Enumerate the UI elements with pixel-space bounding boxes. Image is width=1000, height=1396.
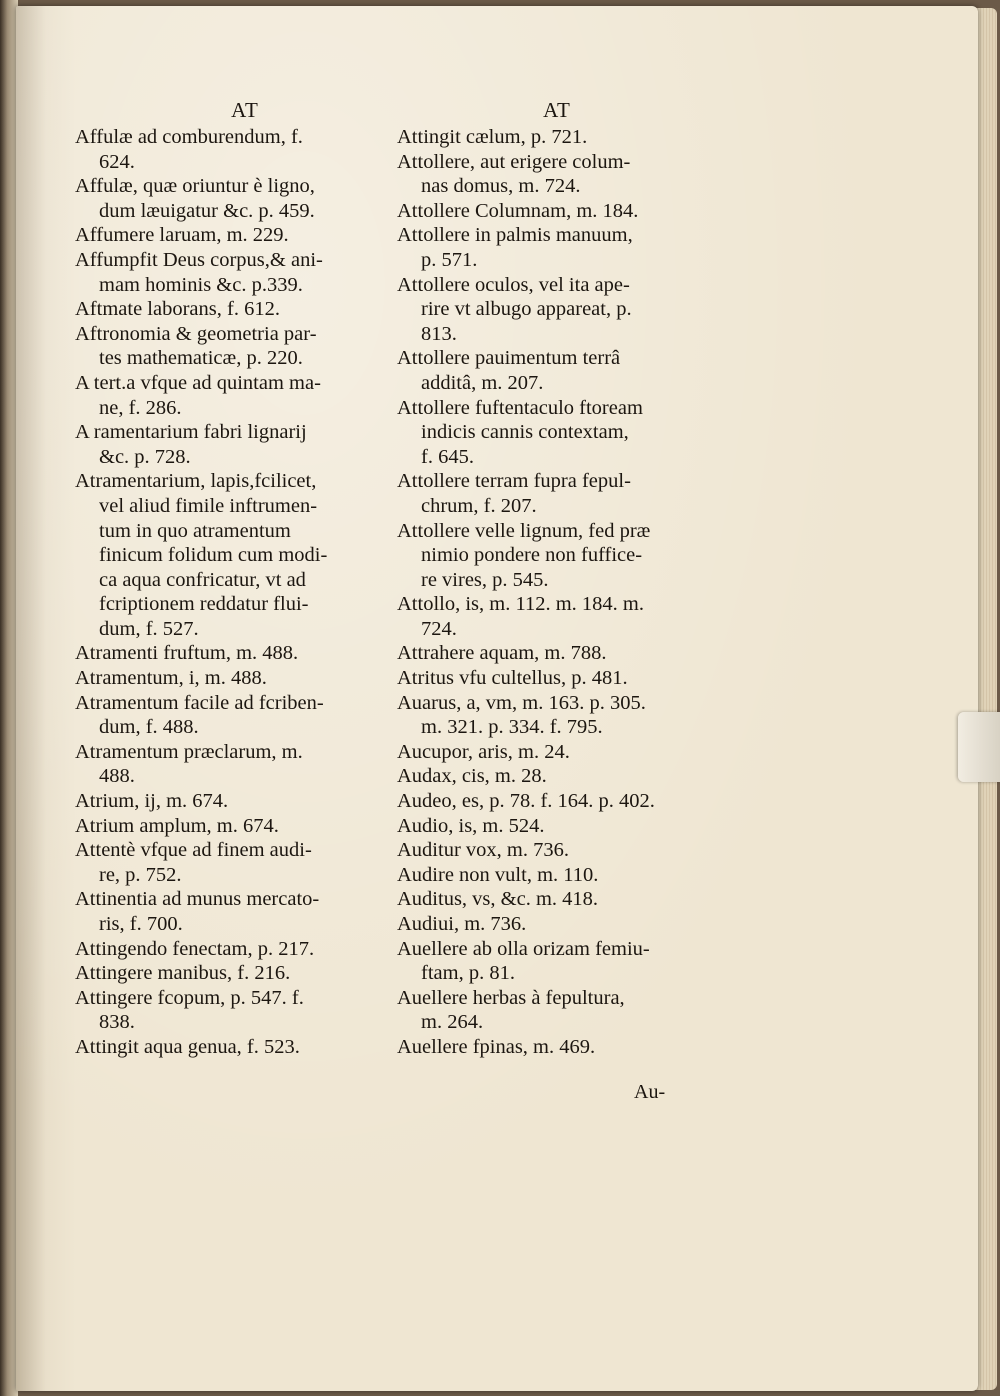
entry-headword-line: Attrahere aquam, m. 788. — [397, 642, 607, 665]
entry-continuation-line: 724. — [421, 617, 457, 640]
index-entry — [397, 469, 697, 518]
entry-headword-line: Atramenti fruftum, m. 488. — [75, 642, 299, 665]
entry-headword-line: Auditus, vs, &c. m. 418. — [397, 888, 599, 911]
entry-headword-line: Audire non vult, m. 110. — [397, 863, 599, 886]
entry-headword-line: Attingere fcopum, p. 547. f. — [75, 986, 304, 1009]
index-entry — [397, 125, 697, 150]
index-entry — [397, 863, 697, 888]
index-entry — [75, 986, 375, 1035]
entry-headword-line: Auellere ab olla orizam femiu- — [397, 937, 650, 960]
entry-headword-line: A tert.a vfque ad quintam ma- — [75, 371, 321, 394]
entry-headword-line: Attingit cælum, p. 721. — [397, 126, 588, 148]
index-entry — [75, 740, 375, 789]
index-entry — [75, 691, 375, 740]
index-entry — [75, 814, 375, 839]
index-entry — [75, 322, 375, 371]
entry-continuation-line: &c. p. 728. — [99, 445, 191, 468]
entry-headword-line: Auellere herbas à fepultura, — [397, 986, 625, 1009]
entry-headword-line: Attollere Columnam, m. 184. — [397, 199, 639, 222]
index-entry — [397, 838, 697, 863]
entry-headword-line: Attingere manibus, f. 216. — [75, 962, 291, 985]
entry-headword-line: Attollere, aut erigere colum- — [397, 150, 631, 173]
index-entry — [75, 420, 375, 469]
entry-headword-line: Attollere in palmis manuum, — [397, 224, 633, 247]
entry-headword-line: Audio, is, m. 524. — [397, 814, 545, 837]
index-entry — [397, 396, 697, 470]
index-entry — [397, 666, 697, 691]
entry-continuation-line: nas domus, m. 724. — [421, 175, 581, 198]
entry-headword-line: A ramentarium fabri lignarij — [75, 421, 307, 444]
entry-continuation-line: finicum folidum cum modi- — [99, 544, 328, 567]
entry-headword-line: Atrium, ij, m. 674. — [75, 790, 229, 813]
entry-headword-line: Affulæ, quæ oriuntur è ligno, — [75, 175, 315, 198]
index-entry — [75, 838, 375, 887]
right-column — [397, 98, 697, 1060]
index-entry — [75, 641, 375, 666]
index-tab — [958, 712, 1000, 782]
entry-headword-line: Atrium amplum, m. 674. — [75, 814, 279, 837]
index-entry — [397, 519, 697, 593]
entry-headword-line: Aucupor, aris, m. 24. — [397, 740, 570, 763]
index-entry — [397, 592, 697, 641]
entry-headword-line: Attingit aqua genua, f. 523. — [75, 1035, 300, 1058]
entry-continuation-line: 624. — [99, 150, 135, 173]
entry-continuation-line: 813. — [421, 322, 457, 345]
left-entries — [75, 125, 375, 1060]
left-column — [75, 98, 375, 1060]
entry-continuation-line: indicis cannis contextam, — [421, 421, 629, 444]
index-entry — [397, 641, 697, 666]
index-entry — [397, 740, 697, 765]
entry-continuation-line: ftam, p. 81. — [421, 962, 515, 985]
index-entry — [75, 297, 375, 322]
index-entry — [397, 199, 697, 224]
entry-headword-line: Audeo, es, p. 78. f. 164. p. 402. — [397, 790, 655, 813]
entry-continuation-line: re, p. 752. — [99, 863, 182, 886]
entry-headword-line: Aftronomia & geometria par- — [75, 322, 317, 345]
index-entry — [75, 887, 375, 936]
index-entry — [397, 887, 697, 912]
index-entry — [75, 125, 375, 174]
entry-continuation-line: dum, f. 527. — [99, 617, 199, 640]
index-entry — [75, 789, 375, 814]
entry-continuation-line: vel aliud fimile inftrumen- — [99, 494, 318, 517]
index-entry — [397, 150, 697, 199]
index-entry — [397, 814, 697, 839]
entry-headword-line: Attollere velle lignum, fed præ — [397, 519, 651, 542]
right-entries — [397, 125, 697, 1060]
entry-headword-line: Attinentia ad munus mercato- — [75, 888, 320, 911]
entry-continuation-line: nimio pondere non fuffice- — [421, 544, 643, 567]
entry-headword-line: Affumere laruam, m. 229. — [75, 224, 289, 247]
entry-headword-line: Audiui, m. 736. — [397, 913, 527, 935]
entry-headword-line: Affulæ ad comburendum, f. — [75, 126, 303, 148]
index-entry — [75, 174, 375, 223]
index-entry — [397, 1035, 697, 1060]
index-entry — [75, 666, 375, 691]
entry-continuation-line: 488. — [99, 765, 135, 788]
entry-headword-line: Attollere pauimentum terrâ — [397, 347, 621, 370]
entry-continuation-line: chrum, f. 207. — [421, 494, 537, 517]
index-entry — [397, 937, 697, 986]
entry-continuation-line: ca aqua confricatur, vt ad — [99, 568, 306, 591]
entry-headword-line: Atramentum præclarum, m. — [75, 740, 303, 763]
entry-continuation-line: tes mathematicæ, p. 220. — [99, 347, 303, 370]
entry-continuation-line: ne, f. 286. — [99, 396, 182, 419]
entry-continuation-line: f. 645. — [421, 445, 474, 468]
entry-continuation-line: ris, f. 700. — [99, 913, 183, 935]
entry-continuation-line: re vires, p. 545. — [421, 568, 549, 591]
entry-headword-line: Atritus vfu cultellus, p. 481. — [397, 667, 628, 690]
index-entry — [75, 248, 375, 297]
entry-headword-line: Auarus, a, vm, m. 163. p. 305. — [397, 691, 646, 714]
left-column-header: AT — [231, 98, 259, 122]
entry-headword-line: Attollere oculos, vel ita ape- — [397, 273, 630, 296]
entry-continuation-line: m. 264. — [421, 1011, 484, 1034]
entry-headword-line: Atramentum, i, m. 488. — [75, 667, 267, 690]
index-entry — [75, 1035, 375, 1060]
entry-continuation-line: mam hominis &c. p.339. — [99, 273, 303, 296]
entry-headword-line: Attollere fuftentaculo ftoream — [397, 396, 643, 419]
index-entry — [397, 273, 697, 347]
index-entry — [397, 223, 697, 272]
entry-headword-line: Attollere terram fupra fepul- — [397, 470, 631, 493]
index-entry — [75, 469, 375, 641]
entry-headword-line: Affumpfit Deus corpus,& ani- — [75, 248, 323, 271]
index-entry — [397, 764, 697, 789]
page-edges — [975, 8, 997, 1390]
entry-continuation-line: 838. — [99, 1011, 135, 1034]
entry-headword-line: Audax, cis, m. 28. — [397, 765, 547, 788]
index-entry — [75, 937, 375, 962]
entry-headword-line: Aftmate laborans, f. 612. — [75, 298, 280, 321]
entry-headword-line: Auditur vox, m. 736. — [397, 839, 569, 862]
entry-continuation-line: fcriptionem reddatur flui- — [99, 593, 309, 616]
entry-headword-line: Atramentum facile ad fcriben- — [75, 691, 324, 714]
index-entry — [397, 986, 697, 1035]
entry-continuation-line: dum læuigatur &c. p. 459. — [99, 199, 315, 222]
entry-continuation-line: tum in quo atramentum — [99, 519, 291, 542]
index-entry — [397, 789, 697, 814]
entry-continuation-line: dum, f. 488. — [99, 716, 199, 739]
right-column-header: AT — [543, 98, 571, 122]
entry-headword-line: Atramentarium, lapis,fcilicet, — [75, 470, 317, 493]
catchword: Au- — [634, 1081, 666, 1103]
entry-headword-line: Attentè vfque ad finem audi- — [75, 839, 312, 862]
index-entry — [397, 346, 697, 395]
entry-continuation-line: additâ, m. 207. — [421, 371, 544, 394]
index-entry — [75, 371, 375, 420]
index-entry — [397, 912, 697, 937]
index-entry — [397, 691, 697, 740]
entry-continuation-line: p. 571. — [421, 248, 478, 271]
index-entry — [75, 961, 375, 986]
entry-headword-line: Attollo, is, m. 112. m. 184. m. — [397, 593, 644, 616]
entry-continuation-line: m. 321. p. 334. f. 795. — [421, 716, 603, 739]
entry-headword-line: Auellere fpinas, m. 469. — [397, 1035, 596, 1058]
entry-headword-line: Attingendo fenectam, p. 217. — [75, 937, 315, 960]
index-entry — [75, 223, 375, 248]
entry-continuation-line: rire vt albugo appareat, p. — [421, 298, 632, 321]
